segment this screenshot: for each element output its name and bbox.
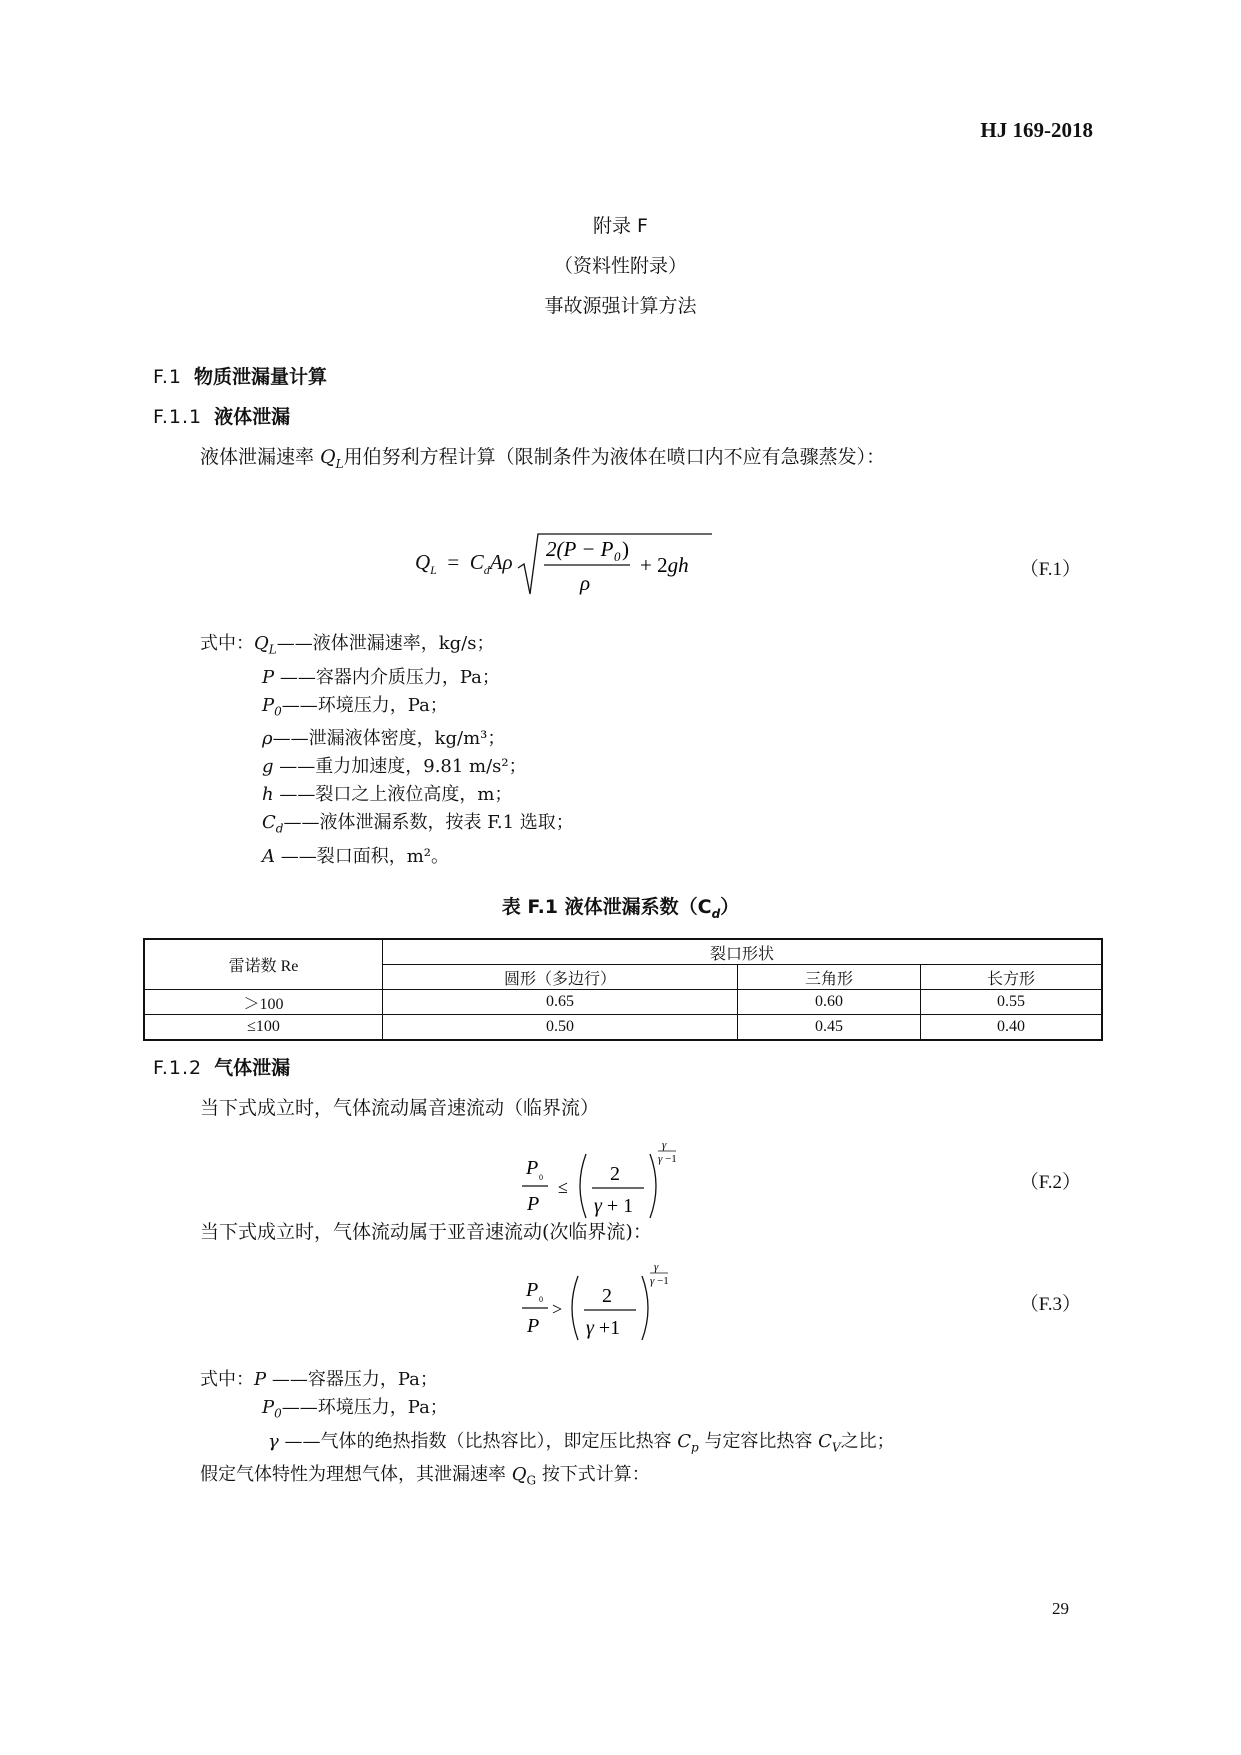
- section-number: F.1.1: [153, 406, 203, 428]
- svg-text:>: >: [552, 1299, 563, 1319]
- section-f1-heading: [153, 362, 327, 389]
- standard-code: HJ 169-2018: [980, 118, 1093, 142]
- svg-text:2: 2: [610, 1163, 620, 1185]
- page-number: 29: [1052, 1599, 1069, 1618]
- table-header-cell: 长方形: [921, 965, 1103, 990]
- sqrt-expression: [516, 528, 716, 600]
- svg-text:γ −1: γ −1: [650, 1275, 669, 1287]
- section-f11-heading: [153, 402, 290, 429]
- svg-text:P: P: [527, 1193, 540, 1215]
- table-caption: 表 F.1 液体泄漏系数$(C_d)$: [501, 896, 740, 921]
- table-cell: 0.60: [738, 990, 921, 1015]
- table-header-cell: 圆形（多边行）: [383, 965, 738, 990]
- equation-f2-label: （F.2）: [1019, 1172, 1081, 1193]
- section-number: F.1.2: [153, 1057, 203, 1079]
- gas-definitions: 式中：P ——容器压力，Pa； $P_0——$环境压力，Pa； γ ——气体的绝热指数（比热容比），即定压比热容 $C_p$ 与定容比热容 $C_V$之比； 假定气体特性为理想气体，其泄漏速率 $Q_G$ 按下式计算：: [200, 1369, 895, 1488]
- table-cell: 0.40: [921, 1015, 1103, 1041]
- svg-text:P: P: [526, 1157, 539, 1179]
- section-title: 气体泄漏: [214, 1057, 291, 1079]
- critical-flow-text: 当下式成立时，气体流动属音速流动（临界流）: [200, 1097, 600, 1119]
- equation-f3-label: （F.3）: [1019, 1294, 1081, 1315]
- equation-f1-label: （F.1）: [1019, 559, 1081, 580]
- svg-text:P: P: [527, 1315, 540, 1337]
- svg-text:ρ: ρ: [579, 571, 590, 595]
- leak-coefficient-table: [143, 938, 1103, 1041]
- section-number: F.1: [153, 366, 183, 388]
- table-header-cell: 雷诺数 Re: [144, 939, 383, 990]
- svg-text:γ + 1: γ + 1: [594, 1195, 634, 1217]
- table-cell: ＞100: [144, 990, 383, 1015]
- table-cell: 0.50: [383, 1015, 738, 1041]
- svg-text:γ: γ: [662, 1140, 667, 1151]
- table-row: [144, 1015, 1102, 1041]
- table-header-cell: 三角形: [738, 965, 921, 990]
- svg-text:γ −1: γ −1: [658, 1153, 677, 1165]
- svg-text:2(P − P: 2(P − P: [545, 537, 614, 561]
- svg-text:2: 2: [602, 1285, 612, 1307]
- table-cell: 0.45: [738, 1015, 921, 1041]
- svg-text:): ): [621, 537, 629, 561]
- table-row: [144, 990, 1102, 1015]
- table-cell: ≤100: [144, 1015, 383, 1041]
- appendix-title: 附录 F: [593, 215, 648, 237]
- section-f12-heading: [153, 1053, 290, 1080]
- appendix-nature: （资料性附录）: [553, 255, 687, 277]
- liquid-intro: 液体泄漏速率 $Q_L$用伯努利方程计算（限制条件为液体在喷口内不应有急骤蒸发）：: [200, 446, 886, 471]
- svg-text:P: P: [526, 1279, 539, 1301]
- svg-text:0: 0: [539, 1295, 543, 1304]
- equation-f1: $Q_L = C_dA\rho$ 2(P − P 0 ) ρ + 2gh: [415, 528, 716, 600]
- svg-text:0: 0: [539, 1173, 543, 1182]
- liquid-definitions: 式中：$Q_L——$液体泄漏速率，kg/s； P ——容器内介质压力，Pa； $P_0——$环境压力，Pa； ρ——泄漏液体密度，kg/m³； g ——重力加速度，9.81 m/s²； h ——裂口之上液位高度，m； $C_d——$液体泄漏系数，按表 F.1 选取； A ——裂口面积，m²。: [200, 633, 574, 867]
- section-title: 液体泄漏: [214, 406, 291, 428]
- svg-text:γ: γ: [654, 1262, 659, 1273]
- table-header-cell: 裂口形状: [383, 939, 1103, 965]
- svg-text:0: 0: [613, 549, 621, 564]
- appendix-name: 事故源强计算方法: [544, 295, 697, 317]
- table-cell: 0.65: [383, 990, 738, 1015]
- equation-f3: [520, 1262, 700, 1354]
- table-header-row: [144, 939, 1102, 965]
- table-cell: 0.55: [921, 990, 1103, 1015]
- subsonic-flow-text: 当下式成立时，气体流动属于亚音速流动(次临界流)：: [200, 1221, 652, 1243]
- section-title: 物质泄漏量计算: [194, 366, 328, 388]
- svg-text:γ +1: γ +1: [586, 1317, 621, 1339]
- svg-text:+ 2gh: + 2gh: [639, 553, 689, 577]
- svg-text:≤: ≤: [558, 1177, 568, 1197]
